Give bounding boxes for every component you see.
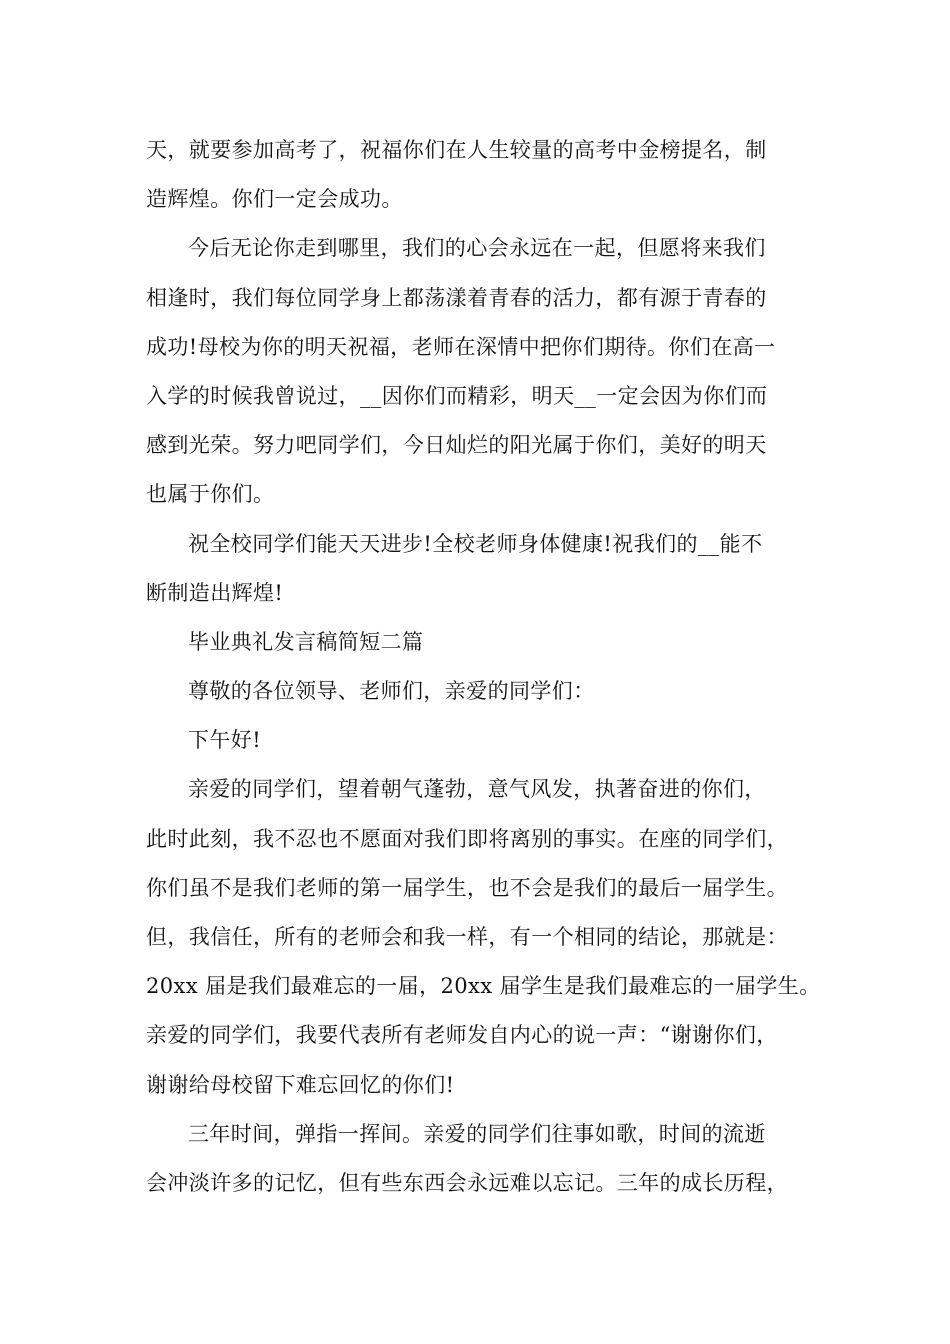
text-line: 祝全校同学们能天天进步!全校老师身体健康!祝我们的__能不 bbox=[188, 531, 763, 556]
salutation: 尊敬的各位领导、老师们，亲爱的同学们： bbox=[188, 679, 595, 704]
text-line: 天，就要参加高考了，祝福你们在人生较量的高考中金榜提名，制 bbox=[146, 138, 767, 162]
text-line: 断制造出辉煌! bbox=[146, 580, 284, 605]
text-line: 成功!母校为你的明天祝福，老师在深情中把你们期待。你们在高一 bbox=[146, 334, 776, 359]
text-line: 相逢时，我们每位同学身上都荡漾着青春的活力，都有源于青春的 bbox=[146, 285, 767, 310]
text-line: 感到光荣。努力吧同学们，今日灿烂的阳光属于你们，美好的明天 bbox=[146, 433, 767, 458]
text-line: 今后无论你走到哪里，我们的心会永远在一起，但愿将来我们 bbox=[188, 236, 766, 261]
text-line: 入学的时候我曾说过，__因你们而精彩，明天__一定会因为你们而 bbox=[146, 383, 768, 408]
document-body bbox=[146, 126, 826, 1208]
text-line: 也属于你们。 bbox=[146, 482, 275, 507]
text-line: 亲爱的同学们，我要代表所有老师发自内心的说一声：“谢谢你们， bbox=[146, 1023, 778, 1048]
text-line: 20xx 届是我们最难忘的一届，20xx 届学生是我们最难忘的一届学生。 bbox=[146, 974, 821, 999]
text-line: 造辉煌。你们一定会成功。 bbox=[146, 187, 403, 212]
text-line: 你们虽不是我们老师的第一届学生，也不会是我们的最后一届学生。 bbox=[146, 875, 788, 900]
text-line: 但，我信任，所有的老师会和我一样，有一个相同的结论，那就是： bbox=[146, 925, 788, 949]
text-line: 会冲淡许多的记忆，但有些东西会永远难以忘记。三年的成长历程， bbox=[146, 1170, 788, 1195]
section-heading: 毕业典礼发言稿简短二篇 bbox=[188, 629, 424, 654]
text-line: 亲爱的同学们，望着朝气蓬勃，意气风发，执著奋进的你们， bbox=[188, 777, 766, 802]
text-line: 三年时间，弹指一挥间。亲爱的同学们往事如歌，时间的流逝 bbox=[188, 1121, 766, 1146]
text-line: 谢谢给母校留下难忘回忆的你们! bbox=[146, 1072, 455, 1097]
text-line: 此时此刻，我不忍也不愿面对我们即将离别的事实。在座的同学们， bbox=[146, 826, 788, 851]
greeting: 下午好! bbox=[188, 728, 262, 753]
